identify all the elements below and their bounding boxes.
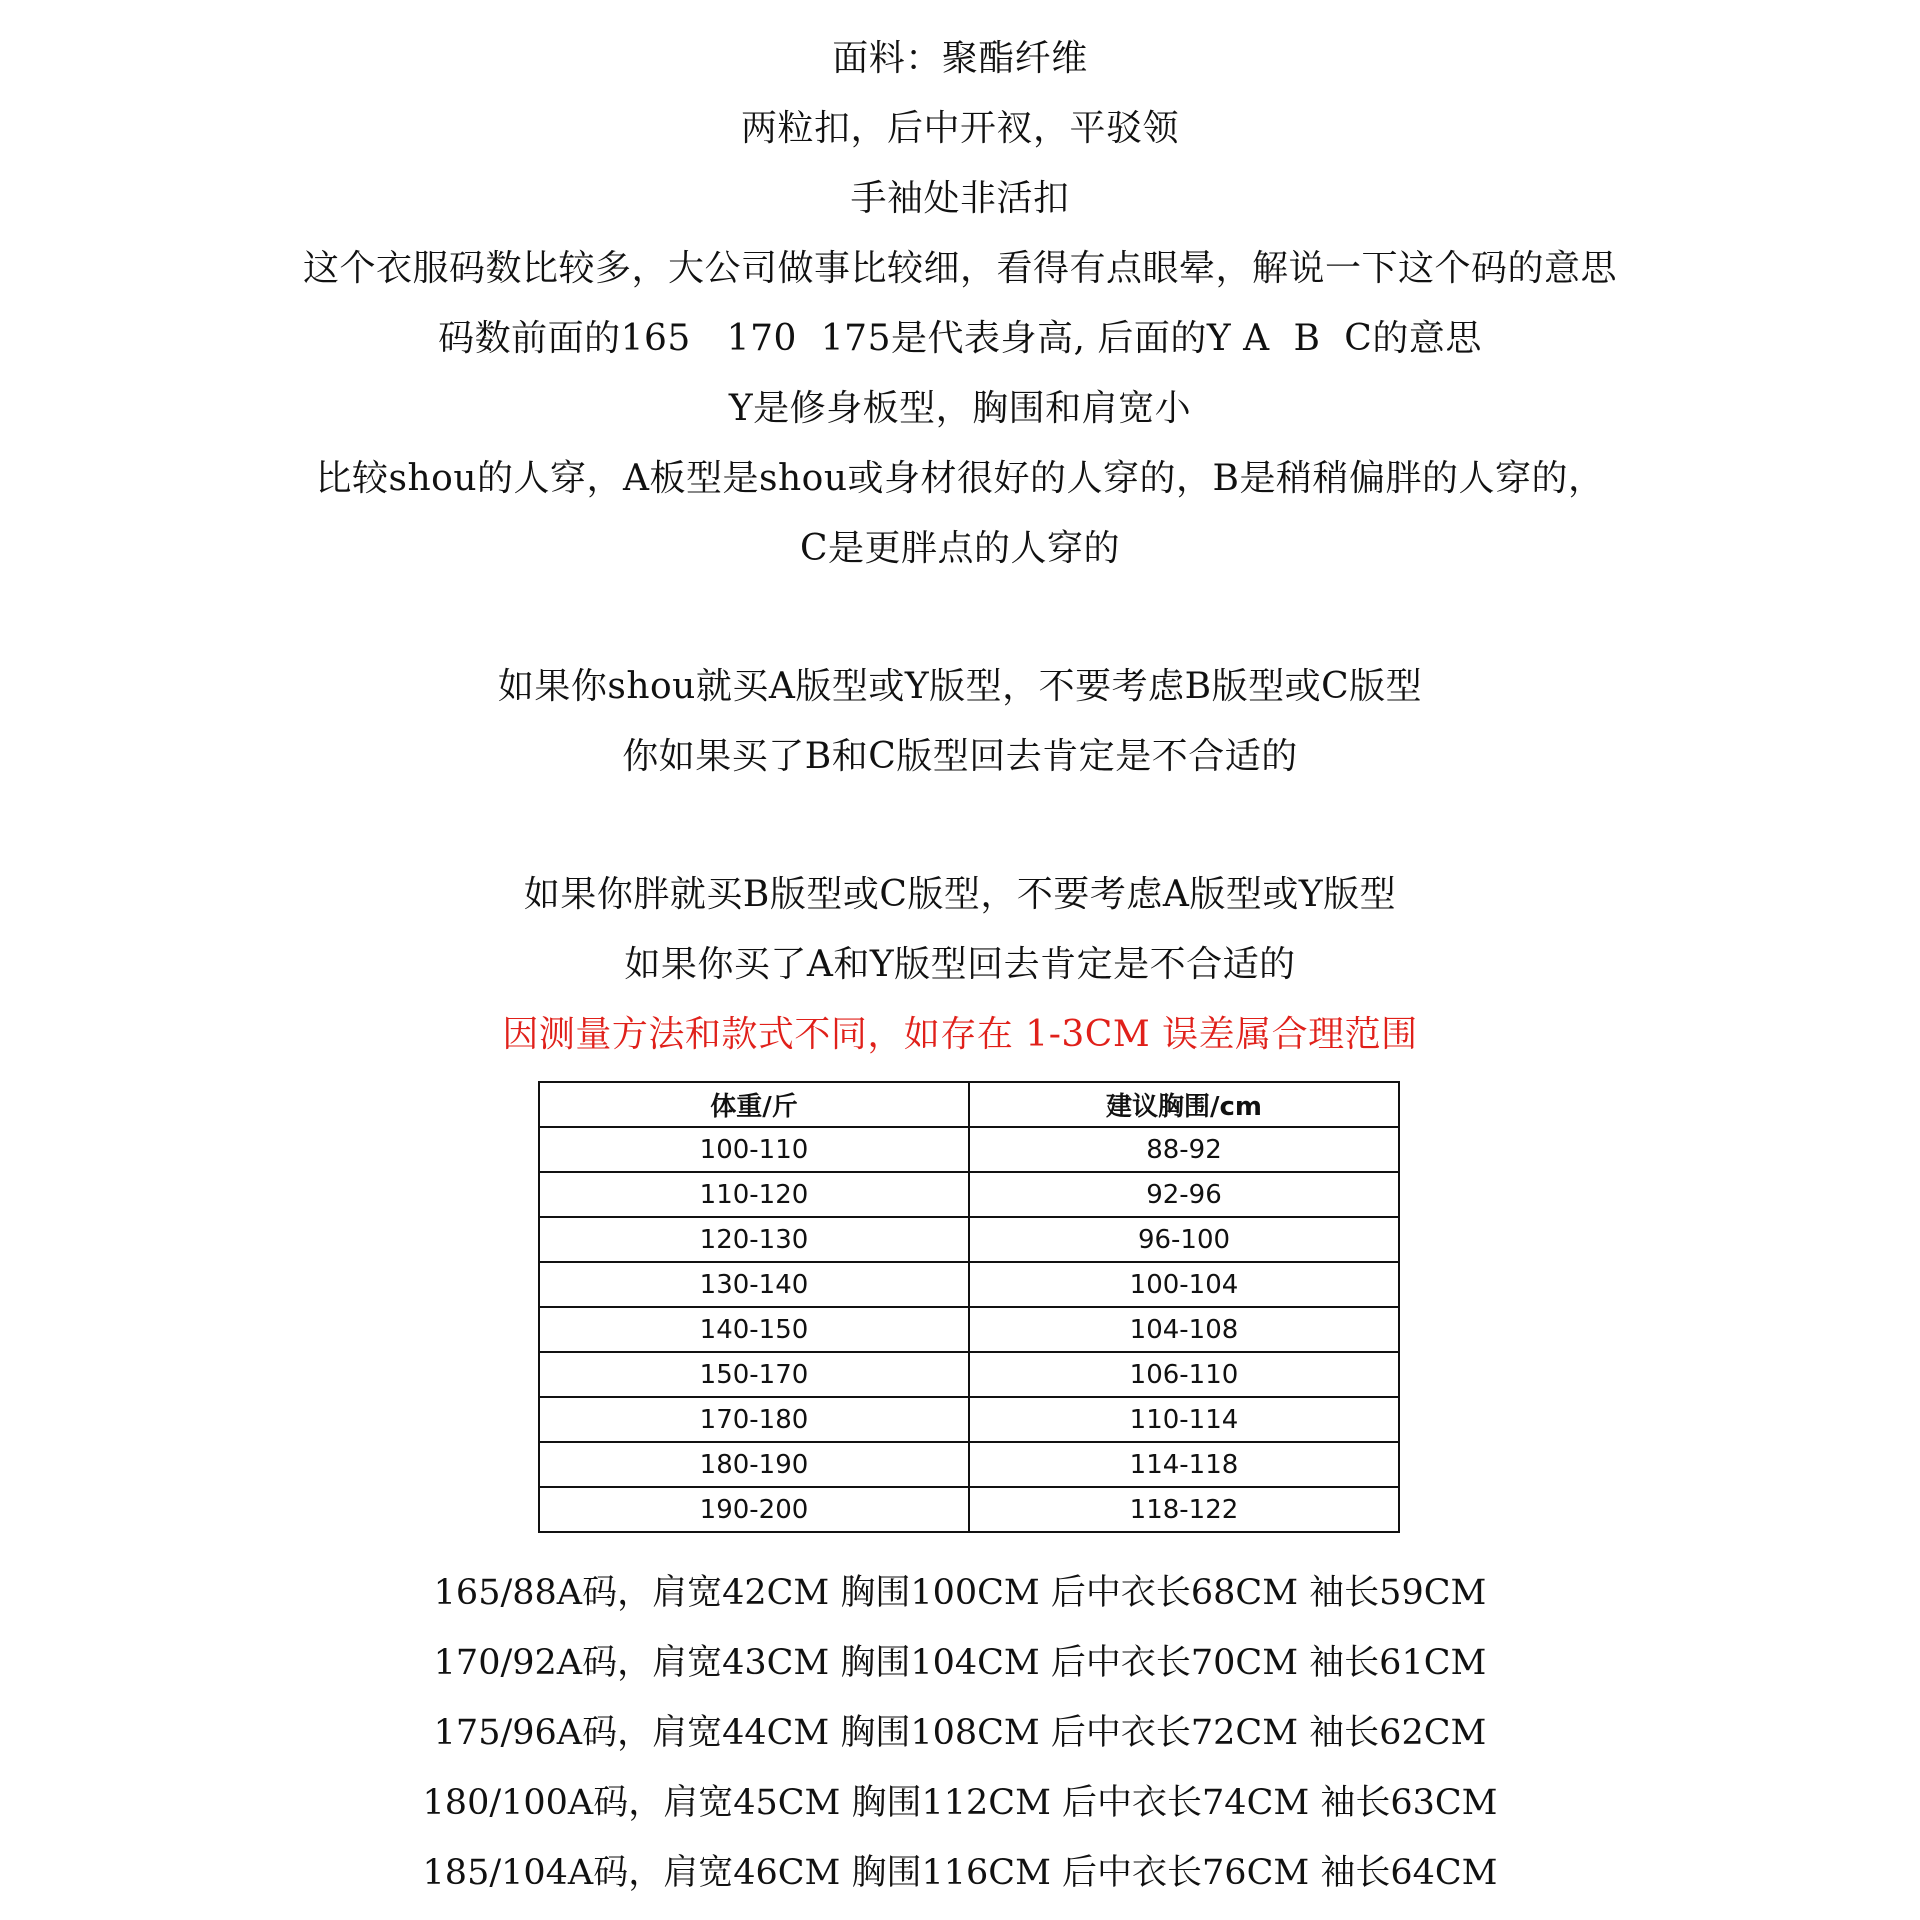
size-spec-175: 175/96A码，肩宽44CM 胸围108CM 后中衣长72CM 袖长62CM <box>433 1713 1487 1753</box>
fat-advice-line-1: 如果你胖就买B版型或C版型，不要考虑A版型或Y版型 <box>523 874 1397 915</box>
sleeve-button-line: 手袖处非活扣 <box>850 178 1070 219</box>
table-row <box>539 1352 1399 1397</box>
table-row <box>539 1217 1399 1262</box>
size-explain-line: 这个衣服码数比较多，大公司做事比较细，看得有点眼晕，解说一下这个码的意思 <box>302 248 1617 289</box>
chest-cell: 118-122 <box>969 1487 1399 1532</box>
y-fit-line: Y是修身板型，胸围和肩宽小 <box>728 388 1192 429</box>
chest-header: 建议胸围/cm <box>969 1082 1399 1127</box>
size-spec-180: 180/100A码，肩宽45CM 胸围112CM 后中衣长74CM 袖长63CM <box>422 1783 1498 1823</box>
chest-cell: 96-100 <box>969 1217 1399 1262</box>
fat-advice-line-2: 如果你买了A和Y版型回去肯定是不合适的 <box>624 944 1296 985</box>
weight-cell: 120-130 <box>539 1217 969 1262</box>
weight-cell: 100-110 <box>539 1127 969 1172</box>
thin-advice-line-2: 你如果买了B和C版型回去肯定是不合适的 <box>622 736 1298 777</box>
weight-cell: 150-170 <box>539 1352 969 1397</box>
style-line: 两粒扣，后中开衩，平驳领 <box>740 108 1179 149</box>
fit-types-line: 比较shou的人穿，A板型是shou或身材很好的人穿的，B是稍稍偏胖的人穿的， <box>315 458 1605 499</box>
weight-cell: 190-200 <box>539 1487 969 1532</box>
weight-cell: 180-190 <box>539 1442 969 1487</box>
weight-chest-table <box>538 1081 1400 1533</box>
chest-cell: 100-104 <box>969 1262 1399 1307</box>
weight-cell: 170-180 <box>539 1397 969 1442</box>
chest-cell: 88-92 <box>969 1127 1399 1172</box>
table-row <box>539 1487 1399 1532</box>
weight-header: 体重/斤 <box>539 1082 969 1127</box>
fabric-line: 面料：聚酯纤维 <box>832 38 1088 79</box>
table-row <box>539 1127 1399 1172</box>
size-spec-165: 165/88A码，肩宽42CM 胸围100CM 后中衣长68CM 袖长59CM <box>433 1573 1487 1613</box>
table-row <box>539 1397 1399 1442</box>
thin-advice-line-1: 如果你shou就买A版型或Y版型，不要考虑B版型或C版型 <box>497 666 1423 707</box>
tolerance-note: 因测量方法和款式不同，如存在 1-3CM 误差属合理范围 <box>502 1014 1418 1055</box>
table-row <box>539 1442 1399 1487</box>
table-header-row <box>539 1082 1399 1127</box>
size-spec-185: 185/104A码，肩宽46CM 胸围116CM 后中衣长76CM 袖长64CM <box>422 1853 1498 1893</box>
weight-cell: 140-150 <box>539 1307 969 1352</box>
weight-cell: 130-140 <box>539 1262 969 1307</box>
table-row <box>539 1262 1399 1307</box>
height-code-line: 码数前面的165 170 175是代表身高, 后面的Y A B C的意思 <box>438 318 1482 359</box>
table-row <box>539 1307 1399 1352</box>
chest-cell: 114-118 <box>969 1442 1399 1487</box>
weight-cell: 110-120 <box>539 1172 969 1217</box>
size-spec-170: 170/92A码，肩宽43CM 胸围104CM 后中衣长70CM 袖长61CM <box>433 1643 1487 1683</box>
table-row <box>539 1172 1399 1217</box>
c-fit-line: C是更胖点的人穿的 <box>799 528 1121 569</box>
chest-cell: 110-114 <box>969 1397 1399 1442</box>
chest-cell: 104-108 <box>969 1307 1399 1352</box>
chest-cell: 92-96 <box>969 1172 1399 1217</box>
chest-cell: 106-110 <box>969 1352 1399 1397</box>
